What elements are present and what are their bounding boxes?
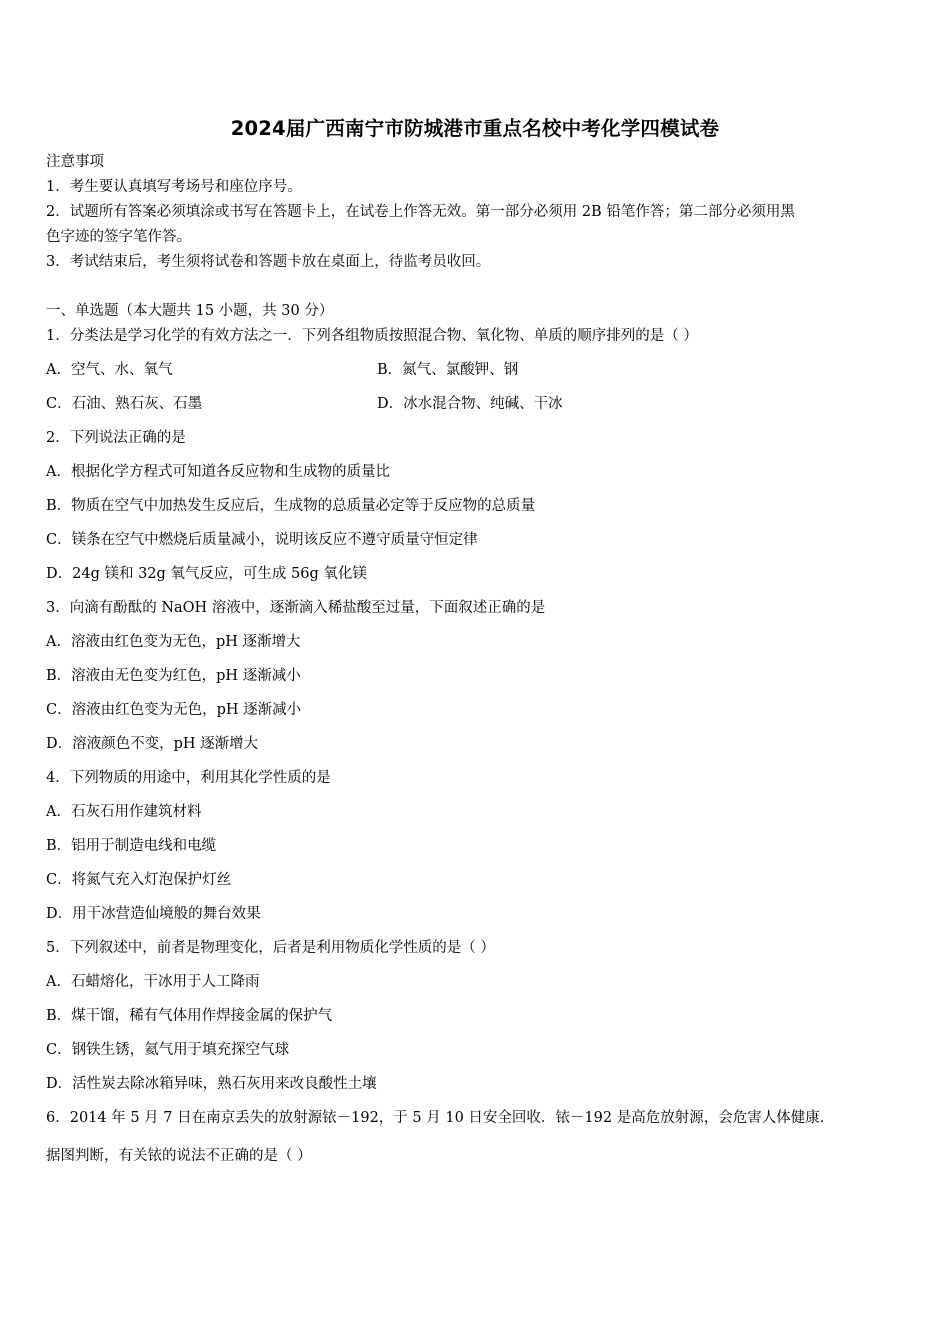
q5-option-c: C．钢铁生锈，氦气用于填充探空气球 [46,1042,290,1058]
q1-option-b: B．氮气、氯酸钾、钢 [377,362,519,378]
q5-option-a: A．石蜡熔化，干冰用于人工降雨 [46,974,260,990]
q3-option-b: B．溶液由无色变为红色，pH 逐渐减小 [46,668,301,684]
q2-stem: 2．下列说法正确的是 [46,430,186,446]
q3-option-c: C．溶液由红色变为无色，pH 逐渐减小 [46,702,302,718]
q3-option-d: D．溶液颜色不变，pH 逐渐增大 [46,736,259,752]
q3-stem: 3．向滴有酚酞的 NaOH 溶液中，逐渐滴入稀盐酸至过量，下面叙述正确的是 [46,600,546,616]
q5-option-b: B．煤干馏，稀有气体用作焊接金属的保护气 [46,1008,333,1024]
q2-option-b: B．物质在空气中加热发生反应后，生成物的总质量必定等于反应物的总质量 [46,498,536,514]
q2-option-d: D．24g 镁和 32g 氧气反应，可生成 56g 氧化镁 [46,566,367,582]
q1-option-d: D．冰水混合物、纯碱、干冰 [377,396,563,412]
q5-option-d: D．活性炭去除冰箱异味，熟石灰用来改良酸性土壤 [46,1076,377,1092]
q1-option-a: A．空气、水、氧气 [46,362,173,378]
q4-option-b: B．铝用于制造电线和电缆 [46,838,217,854]
q6-stem-line2: 据图判断，有关铱的说法不正确的是（ ） [46,1148,312,1164]
q4-option-c: C．将氮气充入灯泡保护灯丝 [46,872,232,888]
q4-option-d: D．用干冰营造仙境般的舞台效果 [46,906,261,922]
notice-item-3: 3．考试结束后，考生须将试卷和答题卡放在桌面上，待监考员收回。 [46,254,491,270]
notice-item-2: 2．试题所有答案必须填涂或书写在答题卡上，在试卷上作答无效。第一部分必须用 2B 铅笔作答；第二部分必须用黑 [46,204,795,220]
q3-option-a: A．溶液由红色变为无色，pH 逐渐增大 [46,634,301,650]
q2-option-a: A．根据化学方程式可知道各反应物和生成物的质量比 [46,464,390,480]
q4-option-a: A．石灰石用作建筑材料 [46,804,202,820]
q6-stem-line1: 6．2014 年 5 月 7 日在南京丢失的放射源铱－192，于 5 月 10 日安全回收．铱－192 是高危放射源，会危害人体健康． [46,1110,835,1126]
q4-stem: 4．下列物质的用途中，利用其化学性质的是 [46,770,331,786]
q1-stem: 1．分类法是学习化学的有效方法之一．下列各组物质按照混合物、氧化物、单质的顺序排列的是（ ） [46,328,698,344]
notice-item-1: 1．考生要认真填写考场号和座位序号。 [46,179,302,195]
page-title: 2024届广西南宁市防城港市重点名校中考化学四模试卷 [230,117,720,140]
notice-item-2-cont: 色字迹的签字笔作答。 [46,229,191,245]
q1-option-c: C．石油、熟石灰、石墨 [46,396,203,412]
q2-option-c: C．镁条在空气中燃烧后质量减小，说明该反应不遵守质量守恒定律 [46,532,478,548]
q5-stem: 5．下列叙述中，前者是物理变化，后者是利用物质化学性质的是（ ） [46,940,495,956]
notice-heading: 注意事项 [46,154,104,170]
section-heading: 一、单选题（本大题共 15 小题，共 30 分） [46,303,334,319]
